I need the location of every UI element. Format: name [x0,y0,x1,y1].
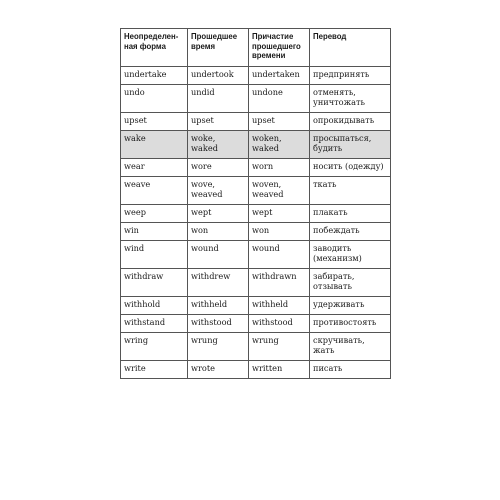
cell-text: забирать, отзывать [313,271,355,291]
cell-text: wore [191,161,212,171]
table-row [121,315,391,333]
header-past-participle: Причастие прошедшего времени [249,29,310,67]
cell-text: wound [191,243,219,253]
cell-text: носить (одежду) [313,161,384,171]
cell-text: woke, waked [191,133,218,153]
cell-past-participle [249,67,310,85]
cell-past-tense [188,205,249,223]
cell-base-form [121,315,188,333]
cell-base-form [121,85,188,113]
cell-text: withstand [124,317,166,327]
cell-text: заводить (механизм) [313,243,362,263]
cell-translation [310,131,391,159]
cell-translation [310,205,391,223]
cell-text: wove, weaved [191,179,223,199]
cell-text: wrung [191,335,218,345]
cell-text: ткать [313,179,337,189]
table-row [121,297,391,315]
cell-translation [310,315,391,333]
cell-text: wear [124,161,145,171]
table-row [121,333,391,361]
cell-text: woven, weaved [252,179,284,199]
cell-base-form [121,205,188,223]
cell-text: отменять, уничтожать [313,87,366,107]
cell-text: опрокидывать [313,115,375,125]
cell-past-tense [188,159,249,177]
cell-past-participle [249,177,310,205]
cell-past-participle [249,241,310,269]
cell-past-participle [249,205,310,223]
cell-text: undertaken [252,69,300,79]
table-row [121,131,391,159]
table-row [121,223,391,241]
table-row [121,85,391,113]
header-base-form: Неопределен- ная форма [121,29,188,67]
cell-base-form [121,177,188,205]
cell-translation [310,113,391,131]
cell-text: withhold [124,299,161,309]
cell-translation [310,241,391,269]
cell-text: worn [252,161,274,171]
cell-past-tense [188,315,249,333]
cell-text: withdrew [191,271,231,281]
cell-base-form [121,269,188,297]
cell-text: weave [124,179,151,189]
cell-base-form [121,223,188,241]
table-row [121,269,391,297]
cell-base-form [121,159,188,177]
cell-text: won [252,225,270,235]
cell-text: писать [313,363,343,373]
cell-past-participle [249,269,310,297]
cell-text: undertake [124,69,167,79]
cell-text: wrung [252,335,279,345]
cell-past-participle [249,223,310,241]
cell-past-participle [249,333,310,361]
cell-translation [310,333,391,361]
cell-text: upset [252,115,275,125]
cell-translation [310,177,391,205]
table-row [121,241,391,269]
table-row [121,361,391,379]
cell-text: удерживать [313,299,365,309]
cell-past-tense [188,361,249,379]
cell-text: предпринять [313,69,370,79]
cell-past-tense [188,85,249,113]
cell-base-form [121,297,188,315]
cell-past-participle [249,131,310,159]
cell-translation [310,361,391,379]
cell-base-form [121,131,188,159]
cell-translation [310,85,391,113]
cell-past-tense [188,177,249,205]
table-row [121,205,391,223]
cell-text: wake [124,133,146,143]
cell-text: wring [124,335,149,345]
cell-text: undone [252,87,283,97]
cell-translation [310,159,391,177]
cell-text: wept [191,207,212,217]
cell-translation [310,223,391,241]
cell-text: withdraw [124,271,164,281]
cell-past-participle [249,361,310,379]
cell-past-tense [188,113,249,131]
table-row [121,177,391,205]
cell-translation [310,297,391,315]
cell-text: woken, waked [252,133,282,153]
cell-text: withheld [191,299,228,309]
cell-text: wind [124,243,145,253]
cell-text: wept [252,207,273,217]
cell-text: withdrawn [252,271,297,281]
cell-text: win [124,225,139,235]
cell-base-form [121,361,188,379]
cell-past-participle [249,315,310,333]
cell-base-form [121,241,188,269]
cell-text: upset [191,115,214,125]
cell-past-tense [188,131,249,159]
cell-past-participle [249,85,310,113]
cell-past-participle [249,297,310,315]
header-past-tense: Прошедшее время [188,29,249,67]
cell-text: wrote [191,363,215,373]
cell-text: скручивать, жать [313,335,365,355]
cell-text: undid [191,87,215,97]
cell-past-tense [188,67,249,85]
cell-text: undo [124,87,145,97]
cell-text: written [252,363,283,373]
cell-past-tense [188,297,249,315]
cell-base-form [121,113,188,131]
cell-text: побеждать [313,225,360,235]
header-translation: Перевод [310,29,391,67]
cell-text: write [124,363,146,373]
cell-translation [310,67,391,85]
table-header [121,29,391,67]
cell-text: weep [124,207,146,217]
cell-base-form [121,333,188,361]
cell-past-participle [249,159,310,177]
table-row [121,159,391,177]
cell-text: undertook [191,69,234,79]
cell-text: withheld [252,299,289,309]
cell-text: wound [252,243,280,253]
cell-base-form [121,67,188,85]
header-row [121,29,391,67]
cell-text: upset [124,115,147,125]
table-row [121,67,391,85]
cell-past-participle [249,113,310,131]
table-body [121,67,391,379]
cell-text: withstood [191,317,232,327]
cell-translation [310,269,391,297]
table-row [121,113,391,131]
cell-text: просыпаться, будить [313,133,372,153]
cell-text: withstood [252,317,293,327]
cell-past-tense [188,333,249,361]
cell-past-tense [188,223,249,241]
irregular-verbs-table [120,28,391,379]
cell-text: противостоять [313,317,377,327]
cell-text: плакать [313,207,348,217]
cell-past-tense [188,241,249,269]
cell-past-tense [188,269,249,297]
cell-text: won [191,225,209,235]
